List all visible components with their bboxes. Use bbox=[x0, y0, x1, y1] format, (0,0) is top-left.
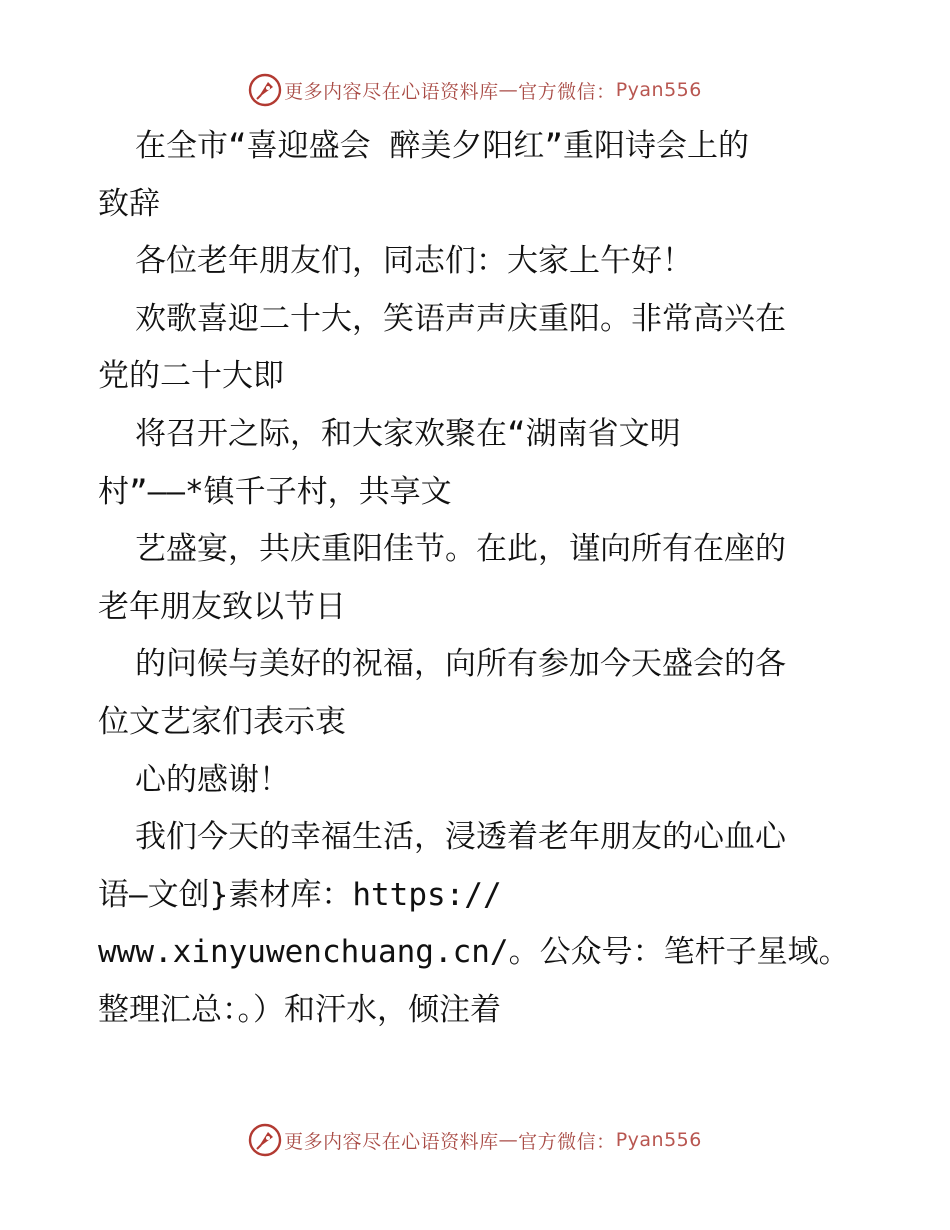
banner-wechat-label: 官方微信： bbox=[518, 80, 616, 103]
document-body bbox=[98, 118, 858, 1040]
banner-wechat-id: Pyan556 bbox=[615, 79, 702, 101]
footer-banner bbox=[0, 1120, 950, 1160]
pen-nib-logo-icon bbox=[248, 73, 282, 107]
text-line: 在全市“喜迎盛会 醉美夕阳红”重阳诗会上的 bbox=[135, 128, 749, 164]
text-line: 心的感谢！ bbox=[135, 761, 290, 798]
text-line: 党的二十大即 bbox=[98, 358, 284, 395]
text-line: 语—文创}素材库：https:// bbox=[98, 876, 502, 913]
banner-main-text: 更多内容尽在心语资料库 bbox=[284, 1130, 499, 1153]
banner-separator: — bbox=[498, 1129, 519, 1151]
text-line: 艺盛宴，共庆重阳佳节。在此，谨向所有在座的 bbox=[135, 531, 786, 568]
text-line: 我们今天的幸福生活，浸透着老年朋友的心血心 bbox=[135, 819, 786, 856]
text-line: 欢歌喜迎二十大，笑语声声庆重阳。非常高兴在 bbox=[135, 300, 786, 337]
text-line: www.xinyuwenchuang.cn/。公众号：笔杆子星域。 bbox=[98, 934, 850, 971]
text-line: 整理汇总：。）和汗水，倾注着 bbox=[98, 991, 501, 1028]
pen-nib-logo-icon bbox=[248, 1123, 282, 1157]
text-line: 位文艺家们表示衷 bbox=[98, 703, 346, 740]
text-line: 致辞 bbox=[98, 185, 160, 222]
banner-main-text: 更多内容尽在心语资料库 bbox=[284, 80, 499, 103]
header-banner bbox=[0, 70, 950, 110]
banner-wechat-label: 官方微信： bbox=[518, 1130, 616, 1153]
banner-separator: — bbox=[498, 79, 519, 101]
banner-wechat-id: Pyan556 bbox=[615, 1129, 702, 1151]
text-line: 的问候与美好的祝福，向所有参加今天盛会的各 bbox=[135, 646, 786, 683]
text-line: 将召开之际，和大家欢聚在“湖南省文明 bbox=[135, 415, 681, 452]
text-line: 各位老年朋友们，同志们：大家上午好！ bbox=[135, 243, 693, 280]
text-line: 村”——*镇千子村，共享文 bbox=[98, 473, 452, 510]
text-line: 老年朋友致以节日 bbox=[98, 588, 346, 625]
